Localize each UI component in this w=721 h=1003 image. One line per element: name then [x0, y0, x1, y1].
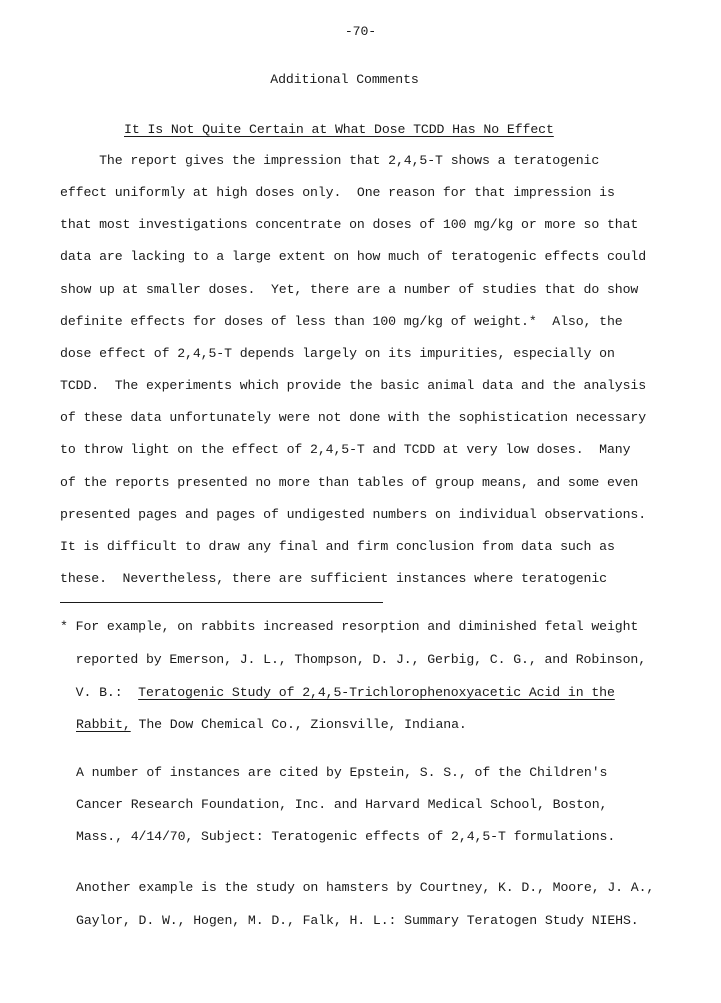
footnote-prefix: V. B.: [60, 685, 139, 700]
footnote-line: Cancer Research Foundation, Inc. and Harvard Medical School, Boston, [76, 797, 608, 812]
body-line: data are lacking to a large extent on how much of teratogenic effects could [60, 249, 647, 264]
body-line: show up at smaller doses. Yet, there are a number of studies that do show [60, 282, 639, 297]
body-line: It is difficult to draw any final and firm conclusion from data such as [60, 539, 615, 554]
body-line: definite effects for doses of less than 100 mg/kg of weight.* Also, the [60, 314, 623, 329]
body-line: dose effect of 2,4,5-T depends largely on its impurities, especially on [60, 346, 615, 361]
study-title-end: Rabbit, [76, 717, 131, 732]
footnote-line: reported by Emerson, J. L., Thompson, D. J., Gerbig, C. G., and Robinson, [60, 652, 647, 667]
body-line: of the reports presented no more than tables of group means, and some even [60, 475, 639, 490]
subheading [124, 121, 554, 139]
footnote-line: Gaylor, D. W., Hogen, M. D., Falk, H. L.: Summary Teratogen Study NIEHS. [76, 913, 639, 928]
footnote-line: * For example, on rabbits increased resorption and diminished fetal weight [60, 619, 639, 634]
body-line: effect uniformly at high doses only. One reason for that impression is [60, 185, 615, 200]
body-line: that most investigations concentrate on doses of 100 mg/kg or more so that [60, 217, 639, 232]
body-line: of these data unfortunately were not done with the sophistication necessary [60, 410, 647, 425]
body-line: to throw light on the effect of 2,4,5-T and TCDD at very low doses. Many [60, 442, 631, 457]
body-line: TCDD. The experiments which provide the basic animal data and the analysis [60, 378, 647, 393]
page-number: -70- [344, 24, 377, 39]
footnote-line: Mass., 4/14/70, Subject: Teratogenic effects of 2,4,5-T formulations. [76, 829, 616, 844]
body-line: these. Nevertheless, there are sufficient instances where teratogenic [60, 571, 607, 586]
body-line: The report gives the impression that 2,4,5-T shows a teratogenic [60, 153, 600, 168]
footnote-line: A number of instances are cited by Epstein, S. S., of the Children's [76, 765, 608, 780]
publisher: The Dow Chemical Co., Zionsville, Indiana. [130, 717, 467, 732]
study-title: Teratogenic Study of 2,4,5-Trichlorophenoxyacetic Acid in the [138, 685, 615, 700]
footnote-line: Another example is the study on hamsters by Courtney, K. D., Moore, J. A., [76, 880, 655, 895]
footnote-citation-line [76, 716, 467, 734]
footnote-divider [60, 602, 383, 603]
subheading-text: It Is Not Quite Certain at What Dose TCDD Has No Effect [124, 122, 554, 137]
footnote-citation-line [60, 684, 615, 702]
body-line: presented pages and pages of undigested numbers on individual observations. [60, 507, 647, 522]
section-heading: Additional Comments [270, 72, 419, 87]
